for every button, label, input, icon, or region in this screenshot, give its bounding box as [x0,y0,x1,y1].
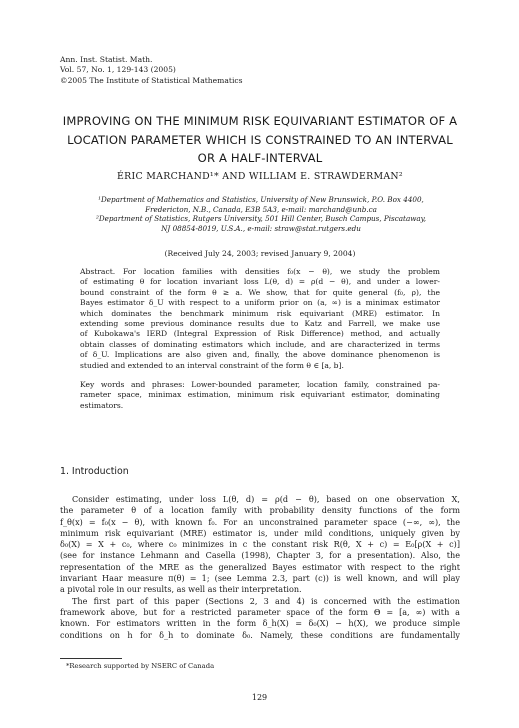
abstract-line: of Kubokawa's IERD (Integral Expression of Risk Difference) method, and actually [80,329,440,339]
footnote-rule [60,658,122,659]
keywords-line: estimators. [80,400,124,410]
body-line: minimum risk equivariant (MRE) estimator is, under mild conditions, uniquely given by [60,527,460,538]
title-line: IMPROVING ON THE MINIMUM RISK EQUIVARIANT ESTIMATOR OF A [62,114,458,128]
abstract-line: studied and extended to an interval constraint of the form θ ∈ [a, b]. [80,360,344,370]
body-text [60,494,460,641]
journal-volume: Vol. 57, No. 1, 129-143 (2005) [60,65,176,75]
body-line: framework above, but for a restricted parameter space of the form Θ = [a, ∞) with a [60,606,460,617]
body-line: δ₀(X) = X + c₀, where c₀ minimizes in c the constant risk R(θ, X + c) = E₀[ρ(X + c)] [60,539,460,550]
keywords-line: rameter space, minimax estimation, minimum risk equivariant estimator, dominating [80,390,440,400]
affiliation-line: ¹Department of Mathematics and Statistics, University of New Brunswick, P.O. Box 4400, [98,195,424,204]
abstract-line: Abstract. For location families with densities f₀(x − θ), we study the problem [80,267,440,276]
received-dates: (Received July 24, 2003; revised January 9, 2004) [164,249,356,258]
affiliations [66,195,456,233]
body-line: invariant Haar measure π(θ) = 1; (see Lemma 2.3, part (c)) is well known, and will play [60,573,460,584]
authors: ÉRIC MARCHAND¹* AND WILLIAM E. STRAWDERMAN² [117,171,403,182]
abstract-line: which dominates the benchmark minimum risk equivariant (MRE) estimator. In [80,308,440,318]
title-line: LOCATION PARAMETER WHICH IS CONSTRAINED TO AN INTERVAL [67,132,453,147]
body-line: f_θ(x) = f₀(x − θ), with known f₀. For an unconstrained parameter space (−∞, ∞), the [60,516,460,527]
abstract-line: obtain classes of dominating estimators which include, and are characterized in terms [80,339,440,349]
body-line: conditions on h for δ_h to dominate δ₀. Namely, these conditions are fundamentally [60,629,460,640]
keywords-line: Key words and phrases: Lower-bounded parameter, location family, constrained pa- [80,380,440,390]
abstract-line: bound constraint of the form θ ≥ a. We show, that for quite general (f₀, ρ), the [80,287,440,297]
body-line: Consider estimating, under loss L(θ, d) = ρ(d − θ), based on one observation X, [72,494,460,504]
body-line: representation of the MRE as the generalized Bayes estimator with respect to the right [60,561,460,572]
abstract [80,267,440,411]
affiliation-line: NJ 08854-8019, U.S.A., e-mail: straw@stat.rutgers.edu [161,223,361,233]
section-heading: 1. Introduction [60,466,129,477]
affiliation-line: Fredericton, N.B., Canada, E3B 5A3, e-mail: marchand@unb.ca [145,204,377,214]
body-line: the parameter θ of a location family with probability density functions of the form [60,505,460,516]
body-line: The first part of this paper (Sections 2, 3 and 4) is concerned with the estimation [72,595,460,606]
paper-title [40,112,480,168]
footnote: *Research supported by NSERC of Canada [66,662,215,670]
journal-copyright: ©2005 The Institute of Statistical Mathematics [60,75,243,85]
journal-name: Ann. Inst. Statist. Math. [60,55,153,64]
body-line: a pivotal role in our results, as well as their interpretation. [60,584,302,595]
journal-reference [60,55,243,86]
abstract-line: of δ_U. Implications are also given and, finally, the above dominance phenomenon is [80,350,440,360]
body-line: known. For estimators written in the form δ_h(X) = δ₀(X) − h(X), we produce simple [60,618,460,629]
body-line: (see for instance Lehmann and Casella (1998), Chapter 3, for a presentation). Also, the [60,550,460,561]
page-number: 129 [251,693,268,702]
abstract-line: of estimating θ for location invariant loss L(θ, d) = ρ(d − θ), and under a lower- [80,277,440,287]
title-line: OR A HALF-INTERVAL [197,151,323,165]
abstract-line: extending some previous dominance results due to Katz and Farrell, we make use [80,319,440,329]
abstract-line: Bayes estimator δ_U with respect to a uniform prior on (a, ∞) is a minimax estimator [80,298,440,308]
affiliation-line: ²Department of Statistics, Rutgers University, 501 Hill Center, Busch Campus, Piscataway, [95,214,427,224]
